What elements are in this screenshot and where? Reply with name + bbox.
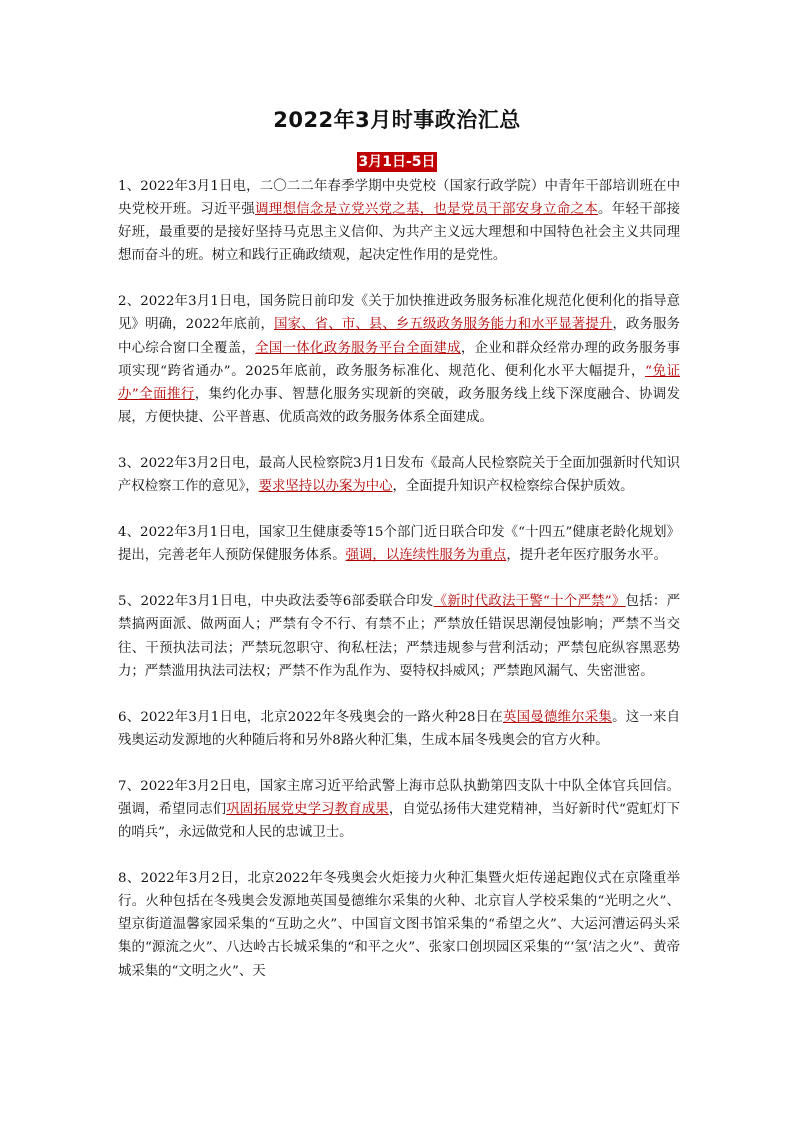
news-item-6 [118,706,680,752]
news-highlight: 国家、省、市、县、乡五级政务服务能力和水平显著提升 [274,317,613,333]
news-highlight: 强调，以连续性服务为重点 [345,548,507,564]
news-item-8 [118,867,680,982]
news-text: 1、2022年3月1日电，二〇二二年春季学期中央党校（国家行政学院）中青年干部培训班在中央党校开班。习近平强 [118,179,680,218]
news-item-2 [118,290,680,429]
news-list [118,175,680,1006]
news-item-5 [118,590,680,682]
news-highlight: 《新时代政法干警“十个严禁”》 [433,594,626,610]
news-text: 。年轻干部接好班，最重要的是接好坚持马克思主义信仰、为共产主义远大理想和中国特色社会主义共同理想而奋斗的班。树立和践行正确政绩观，起决定性作用的是党性。 [118,202,681,264]
date-range-banner [0,152,794,172]
news-item-1 [118,175,680,267]
news-text: ，政务服务中心综合窗口全覆盖， [118,317,681,356]
news-highlight: 全国一体化政务服务平台全面建成 [255,340,461,356]
news-item-3 [118,452,680,498]
news-highlight: 要求坚持以办案为中心 [258,479,393,495]
news-text: 6、2022年3月1日电，北京2022年冬残奥会的一路火种28日在 [118,709,503,725]
news-highlight: “免证办”全面推行 [118,363,680,402]
news-text: 8、2022年3月2日，北京2022年冬残奥会火炬接力火种汇集暨火炬传递起跑仪式在京隆重举行。火种包括在冬残奥会发源地英国曼德维尔采集的火种、北京盲人学校采集的“光明之火”、望京街道温馨家园采集的“互助之火”、中国盲文图书馆采集的“希望之火”、大运河漕运码头采集的“源流之火”、八达岭古长城采集的“和平之火”、张家口创坝园区采集的“‘氢’洁之火”、黄帝城采集的“文明之火”、天 [118,871,680,979]
news-highlight: 巩固拓展党史学习教育成果 [226,801,389,817]
news-text: 4、2022年3月1日电，国家卫生健康委等15个部门近日联合印发《“十四五”健康老龄化规划》提出，完善老年人预防保健服务体系。 [118,525,680,564]
date-range-label: 3月1日-5日 [358,154,436,170]
news-text: 包括：严禁搞两面派、做两面人；严禁有令不行、有禁不止；严禁放任错误思潮侵蚀影响；严禁不当交往、干预执法司法；严禁玩忽职守、徇私枉法；严禁违规参与营利活动；严禁包庇纵容黑恶势力；严禁滥用执法司法权；严禁不作为乱作为、耍特权抖威风；严禁跑风漏气、失密泄密。 [118,594,680,679]
news-item-7 [118,775,680,844]
news-text: ，提升老年医疗服务水平。 [506,548,668,564]
news-highlight: 调理想信念是立党兴党之基，也是党员干部安身立命之本 [255,202,599,218]
news-text: ，自觉弘扬伟大建党精神，当好新时代“霓虹灯下的哨兵”，永远做党和人民的忠诚卫士。 [118,801,680,841]
news-text: 。这一来自残奥运动发源地的火种随后将和另外8路火种汇集，生成本届冬残奥会的官方火种。 [118,709,680,748]
news-item-4 [118,521,680,567]
news-text: 7、2022年3月2日电，国家主席习近平给武警上海市总队执勤第四支队十中队全体官兵回信。强调，希望同志们 [118,778,680,817]
page-title: 2022年3月时事政治汇总 [273,108,521,132]
news-text: 3、2022年3月2日电，最高人民检察院3月1日发布《最高人民检察院关于全面加强新时代知识产权检察工作的意见》， [118,455,680,495]
news-text: ，企业和群众经常办理的政务服务事项实现“跨省通办”。2025年底前，政务服务标准化、规范化、便利化水平大幅提升， [118,340,681,379]
news-text: ，全面提升知识产权检察综合保护质效。 [392,479,634,495]
news-text: ，集约化办事、智慧化服务实现新的突破，政务服务线上线下深度融合、协调发展，方便快捷、公平普惠、优质高效的政务服务体系全面建成。 [118,386,680,425]
news-highlight: 英国曼德维尔采集 [502,709,613,725]
news-text: 5、2022年3月1日电，中央政法委等6部委联合印发 [118,594,434,610]
news-text: 2、2022年3月1日电，国务院日前印发《关于加快推进政务服务标准化规范化便利化的指导意见》明确，2022年底前， [118,294,680,333]
